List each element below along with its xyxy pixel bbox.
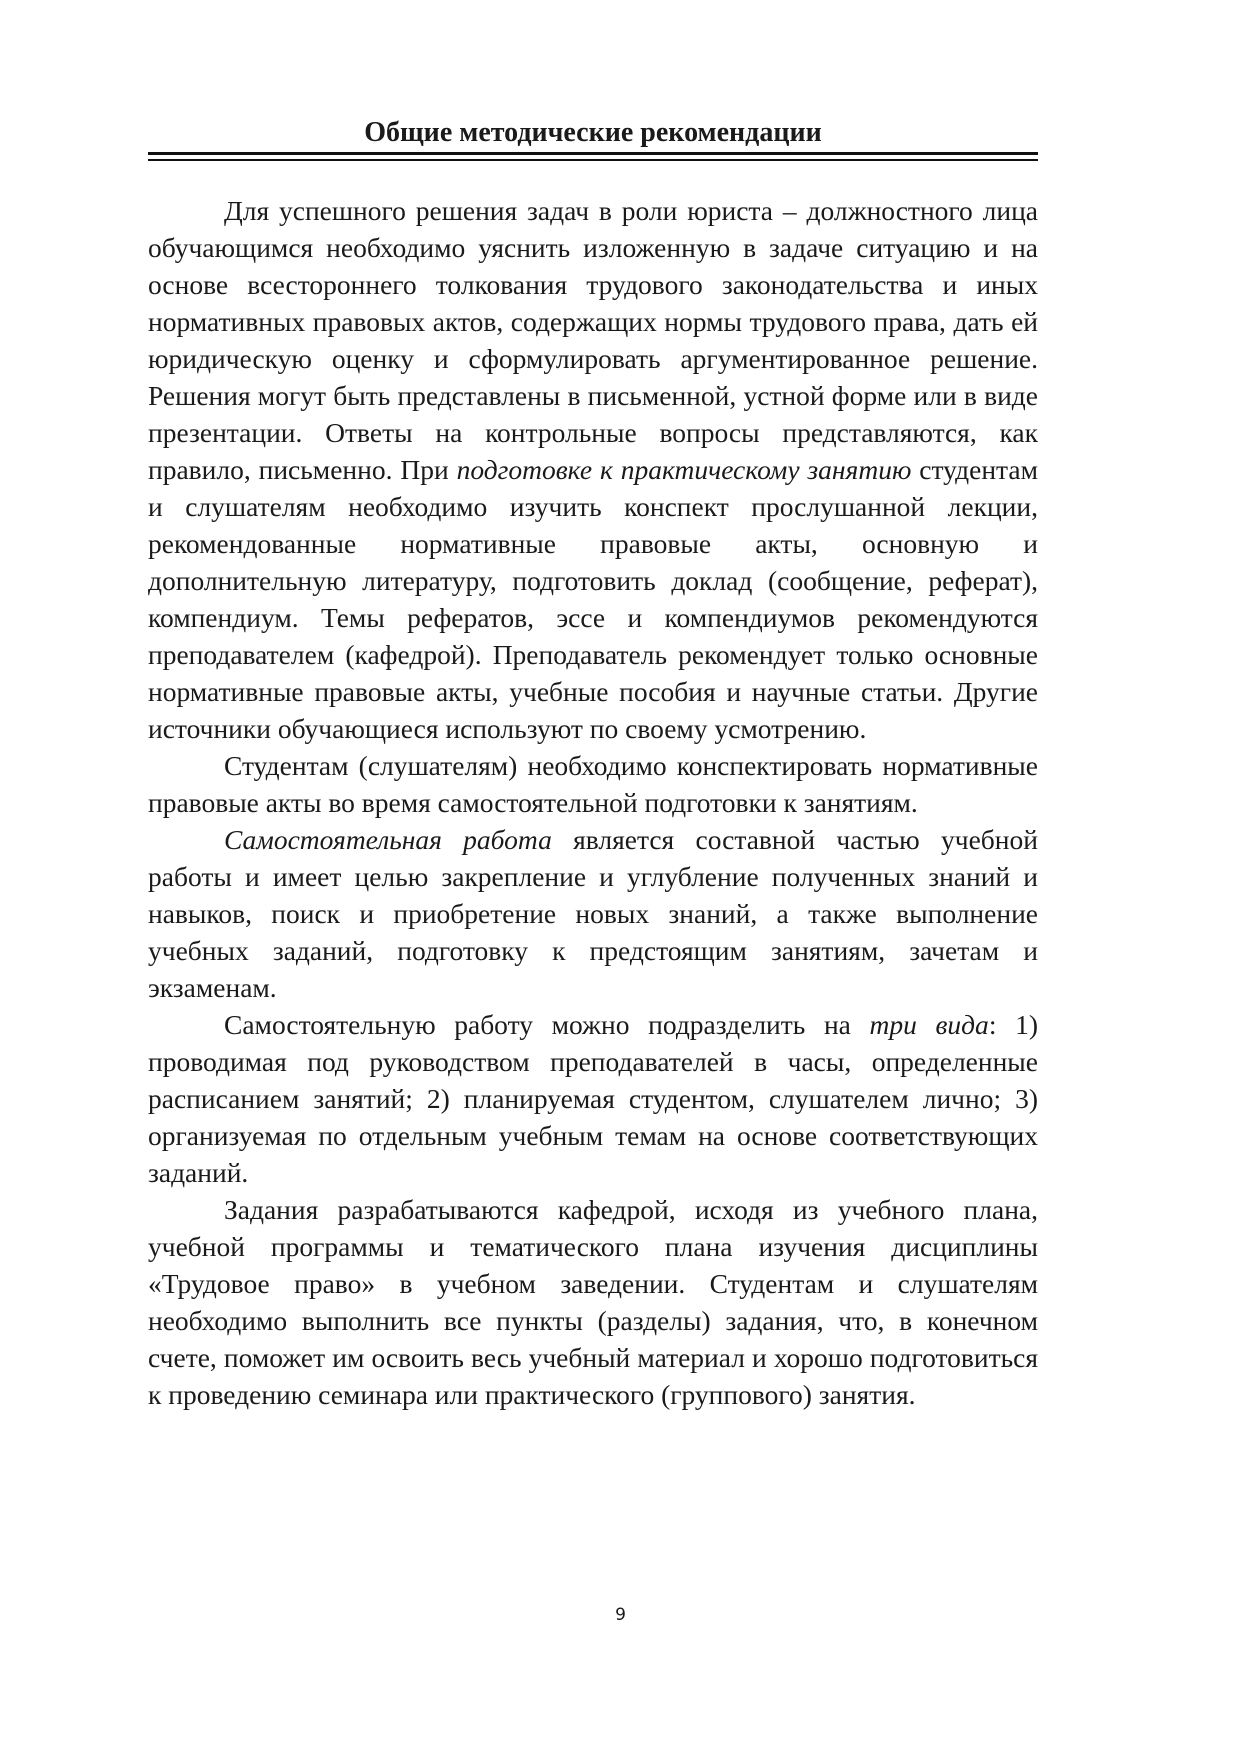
paragraph-4-italic-phrase: три вида [869, 1009, 989, 1040]
body-text [148, 192, 1038, 1413]
paragraph-1 [148, 192, 1038, 747]
paragraph-2-text: Студентам (слушателям) необходимо конспектировать нормативные правовые акты во время самостоятельной подготовки к занятиям. [148, 750, 1038, 818]
page-title: Общие методические рекомендации [364, 117, 822, 148]
page-number: 9 [615, 1605, 626, 1625]
paragraph-1-text-end: студентам и слушателям необходимо изучить конспект прослушанной лекции, рекомендованные нормативные правовые акты, основную и дополнительную литературу, подготовить доклад (сообщение, реферат), компендиум. Темы рефератов, эссе и компендиумов рекомендуются преподавателем (кафедрой). Преподаватель рекомендует только основные нормативные правовые акты, учебные пособия и научные статьи. Другие источники обучающиеся используют по своему усмотрению. [148, 454, 1038, 744]
paragraph-4-text-end: : 1) проводимая под руководством преподавателей в часы, определенные расписанием занятий; 2) планируемая студентом, слушателем лично; 3) организуемая по отдельным учебным темам на основе соответствующих заданий. [148, 1009, 1038, 1188]
paragraph-1-text-start: Для успешного решения задач в роли юриста – должностного лица обучающимся необходимо уяснить изложенную в задаче ситуацию и на основе всестороннего толкования трудового законодательства и иных нормативных правовых актов, содержащих нормы трудового права, дать ей юридическую оценку и сформулировать аргументированное решение. Решения могут быть представлены в письменной, устной форме или в виде презентации. Ответы на контрольные вопросы представляются, как правило, письменно. При [148, 195, 1038, 485]
paragraph-1-italic-phrase: подготовке к практическому занятию [456, 454, 912, 485]
paragraph-5-text: Задания разрабатываются кафедрой, исходя из учебного плана, учебной программы и тематического плана изучения дисциплины «Трудовое право» в учебном заведении. Студентам и слушателям необходимо выполнить все пункты (разделы) задания, что, в конечном счете, поможет им освоить весь учебный материал и хорошо подготовиться к проведению семинара или практического (группового) занятия. [148, 1194, 1038, 1410]
paragraph-3 [148, 821, 1038, 1006]
paragraph-5 [148, 1191, 1038, 1413]
paragraph-3-text-end: является составной частью учебной работы и имеет целью закрепление и углубление полученных знаний и навыков, поиск и приобретение новых знаний, а также выполнение учебных заданий, подготовку к предстоящим занятиям, зачетам и экзаменам. [148, 824, 1038, 1003]
paragraph-3-italic-phrase: Самостоятельная работа [224, 824, 552, 855]
paragraph-2 [148, 747, 1038, 821]
title-double-rule [148, 152, 1038, 161]
paragraph-4-text-start: Самостоятельную работу можно подразделить на [224, 1009, 870, 1040]
paragraph-4 [148, 1006, 1038, 1191]
